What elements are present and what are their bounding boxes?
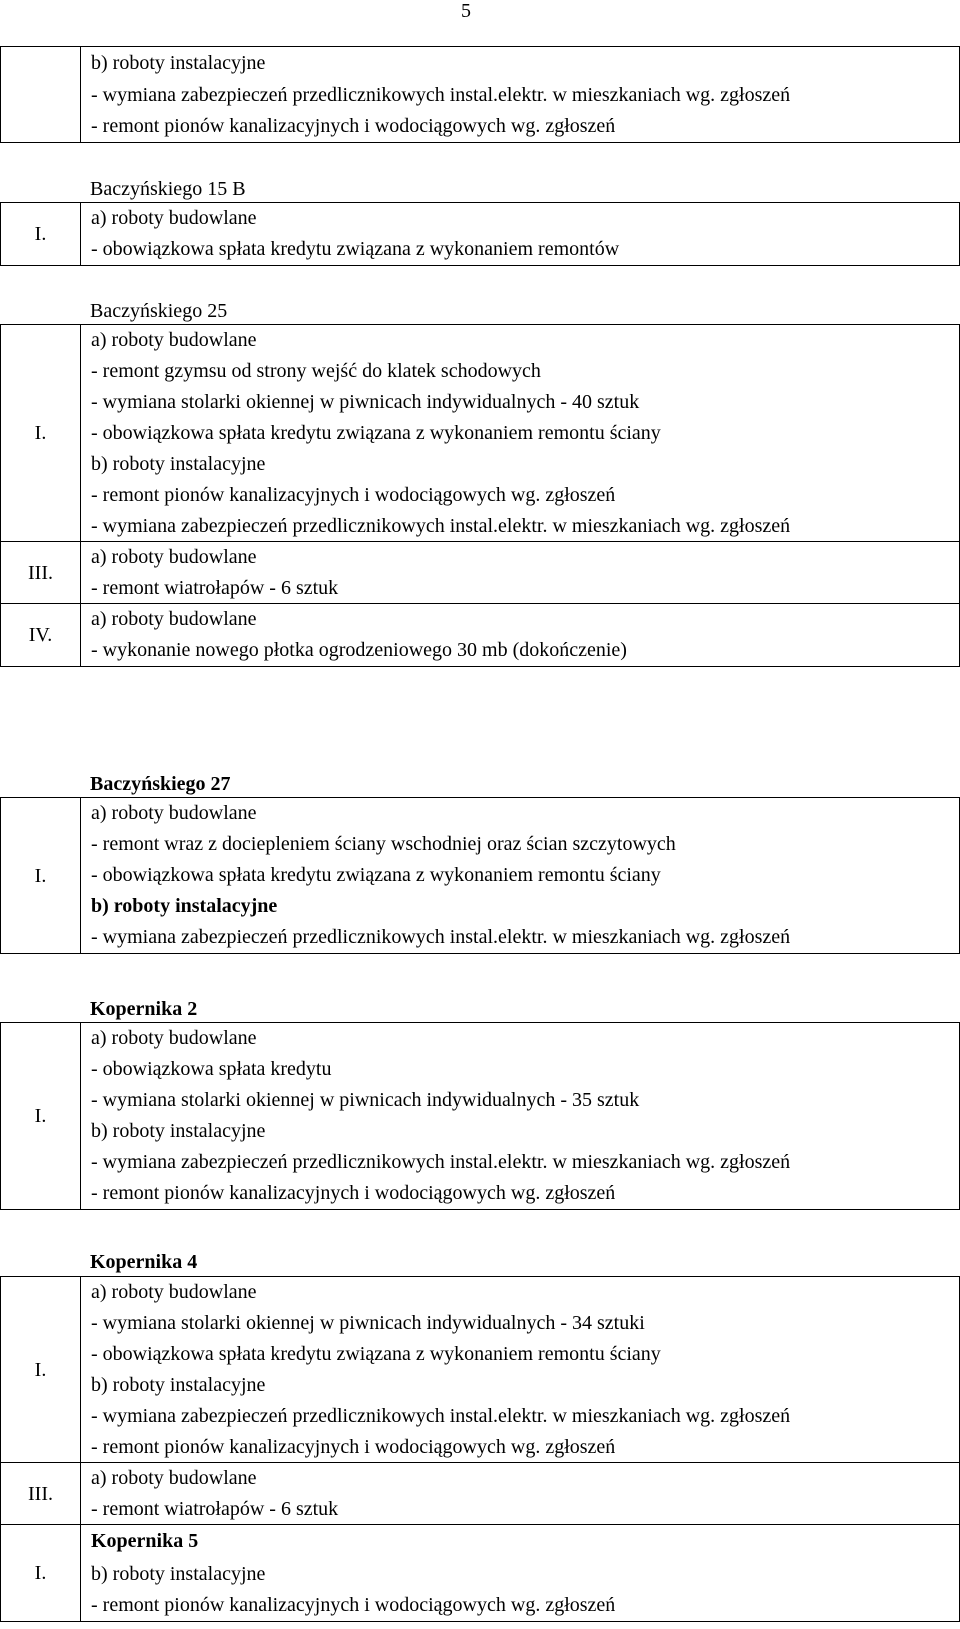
line-item: a) roboty budowlane [81, 542, 960, 573]
building-heading: Kopernika 2 [90, 998, 198, 1020]
building-block-kopernika-4 [0, 1276, 960, 1525]
line-item: - wymiana zabezpieczeń przedlicznikowych instal.elektr. w mieszkaniach wg. zgłoszeń [81, 1401, 960, 1432]
roman-numeral: IV. [1, 604, 81, 667]
roman-numeral: I. [1, 1277, 81, 1463]
building-block-kopernika-5 [0, 1524, 960, 1622]
line-item: b) roboty instalacyjne [81, 1116, 960, 1147]
building-block-baczynskiego-25 [0, 324, 960, 667]
line-item: b) roboty instalacyjne [81, 449, 960, 480]
roman-numeral: I. [1, 1023, 81, 1210]
line-item: b) roboty instalacyjne [81, 1558, 960, 1590]
line-item: - obowiązkowa spłata kredytu [81, 1054, 960, 1085]
line-item: a) roboty budowlane [81, 798, 960, 829]
line-item: a) roboty budowlane [81, 1463, 960, 1494]
line-item: - wymiana zabezpieczeń przedlicznikowych instal.elektr. w mieszkaniach wg. zgłoszeń [81, 79, 960, 111]
building-block-baczynskiego-27 [0, 797, 960, 954]
line-item: b) roboty instalacyjne [81, 891, 960, 922]
continuation-block [0, 46, 960, 143]
line-item: - wymiana stolarki okiennej w piwnicach indywidualnych - 40 sztuk [81, 387, 960, 418]
line-item: - wymiana zabezpieczeń przedlicznikowych instal.elektr. w mieszkaniach wg. zgłoszeń [81, 511, 960, 542]
line-item: - remont pionów kanalizacyjnych i wodociągowych wg. zgłoszeń [81, 480, 960, 511]
line-item: b) roboty instalacyjne [81, 47, 960, 79]
line-item: a) roboty budowlane [81, 1023, 960, 1054]
line-item: - obowiązkowa spłata kredytu związana z wykonaniem remontu ściany [81, 1339, 960, 1370]
building-heading: Baczyńskiego 25 [90, 300, 228, 322]
line-item: - obowiązkowa spłata kredytu związana z wykonaniem remontów [81, 234, 960, 266]
line-item: - remont wraz z dociepleniem ściany wschodniej oraz ścian szczytowych [81, 829, 960, 860]
row-numeral-cell [1, 47, 81, 143]
roman-numeral: I. [1, 325, 81, 542]
line-item: - remont pionów kanalizacyjnych i wodociągowych wg. zgłoszeń [81, 111, 960, 143]
line-item: - obowiązkowa spłata kredytu związana z wykonaniem remontu ściany [81, 860, 960, 891]
line-item: a) roboty budowlane [81, 604, 960, 635]
line-item: - wymiana zabezpieczeń przedlicznikowych instal.elektr. w mieszkaniach wg. zgłoszeń [81, 922, 960, 954]
line-item: - wymiana stolarki okiennej w piwnicach indywidualnych - 35 sztuk [81, 1085, 960, 1116]
line-item: a) roboty budowlane [81, 325, 960, 356]
line-item: - wymiana stolarki okiennej w piwnicach indywidualnych - 34 sztuki [81, 1308, 960, 1339]
line-item: - remont pionów kanalizacyjnych i wodociągowych wg. zgłoszeń [81, 1432, 960, 1463]
line-item: - remont pionów kanalizacyjnych i wodociągowych wg. zgłoszeń [81, 1178, 960, 1210]
roman-numeral: III. [1, 542, 81, 604]
line-item: - remont pionów kanalizacyjnych i wodociągowych wg. zgłoszeń [81, 1590, 960, 1622]
building-heading: Kopernika 4 [90, 1251, 198, 1273]
line-item: a) roboty budowlane [81, 1277, 960, 1308]
roman-numeral: I. [1, 1525, 81, 1622]
roman-numeral: I. [1, 798, 81, 954]
building-heading: Baczyńskiego 27 [90, 773, 231, 795]
page-number: 5 [461, 0, 471, 22]
line-item: - remont wiatrołapów - 6 sztuk [81, 1494, 960, 1525]
line-item: - remont gzymsu od strony wejść do klatek schodowych [81, 356, 960, 387]
line-item: - wymiana zabezpieczeń przedlicznikowych instal.elektr. w mieszkaniach wg. zgłoszeń [81, 1147, 960, 1178]
roman-numeral: III. [1, 1463, 81, 1525]
roman-numeral: I. [1, 203, 81, 266]
building-heading: Kopernika 5 [81, 1525, 960, 1558]
building-block-kopernika-2 [0, 1022, 960, 1210]
line-item: b) roboty instalacyjne [81, 1370, 960, 1401]
building-heading: Baczyńskiego 15 B [90, 178, 246, 200]
line-item: - obowiązkowa spłata kredytu związana z wykonaniem remontu ściany [81, 418, 960, 449]
building-block-baczynskiego-15b [0, 202, 960, 266]
line-item: - wykonanie nowego płotka ogrodzeniowego 30 mb (dokończenie) [81, 635, 960, 667]
line-item: - remont wiatrołapów - 6 sztuk [81, 573, 960, 604]
line-item: a) roboty budowlane [81, 203, 960, 234]
